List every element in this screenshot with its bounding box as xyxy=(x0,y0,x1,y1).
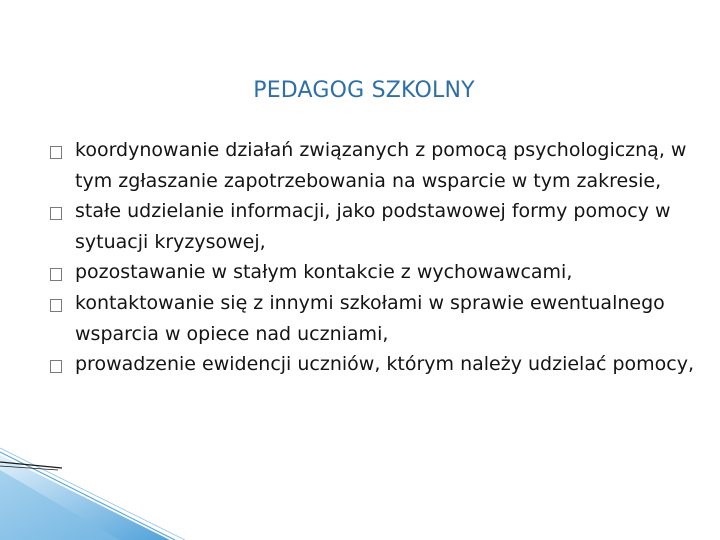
list-item xyxy=(50,196,715,257)
list-item xyxy=(50,349,715,380)
list-item-text: pozostawanie w stałym kontakcie z wychowawcami, xyxy=(75,261,573,284)
square-bullet-icon xyxy=(50,146,62,159)
square-bullet-icon xyxy=(50,360,62,373)
bullet-list xyxy=(50,135,715,380)
list-item xyxy=(50,135,715,196)
list-item-text: kontaktowanie się z innymi szkołami w sprawie ewentualnego wsparcia w opiece nad uczniami, xyxy=(75,291,665,345)
square-bullet-icon xyxy=(50,299,62,312)
square-bullet-icon xyxy=(50,207,62,220)
list-item-text: stałe udzielanie informacji, jako podstawowej formy pomocy w sytuacji kryzysowej, xyxy=(75,200,671,253)
list-item-text: koordynowanie działań związanych z pomocą psychologiczną, w tym zgłaszanie zapotrzebowania na wsparcie w tym zakresie, xyxy=(75,139,687,192)
list-item xyxy=(50,257,715,288)
list-item xyxy=(50,288,715,349)
square-bullet-icon xyxy=(50,268,62,281)
slide-title: PEDAGOG SZKOLNY xyxy=(253,78,475,103)
list-item-text: prowadzenie ewidencji uczniów, którym należy udzielać pomocy, xyxy=(75,353,694,376)
